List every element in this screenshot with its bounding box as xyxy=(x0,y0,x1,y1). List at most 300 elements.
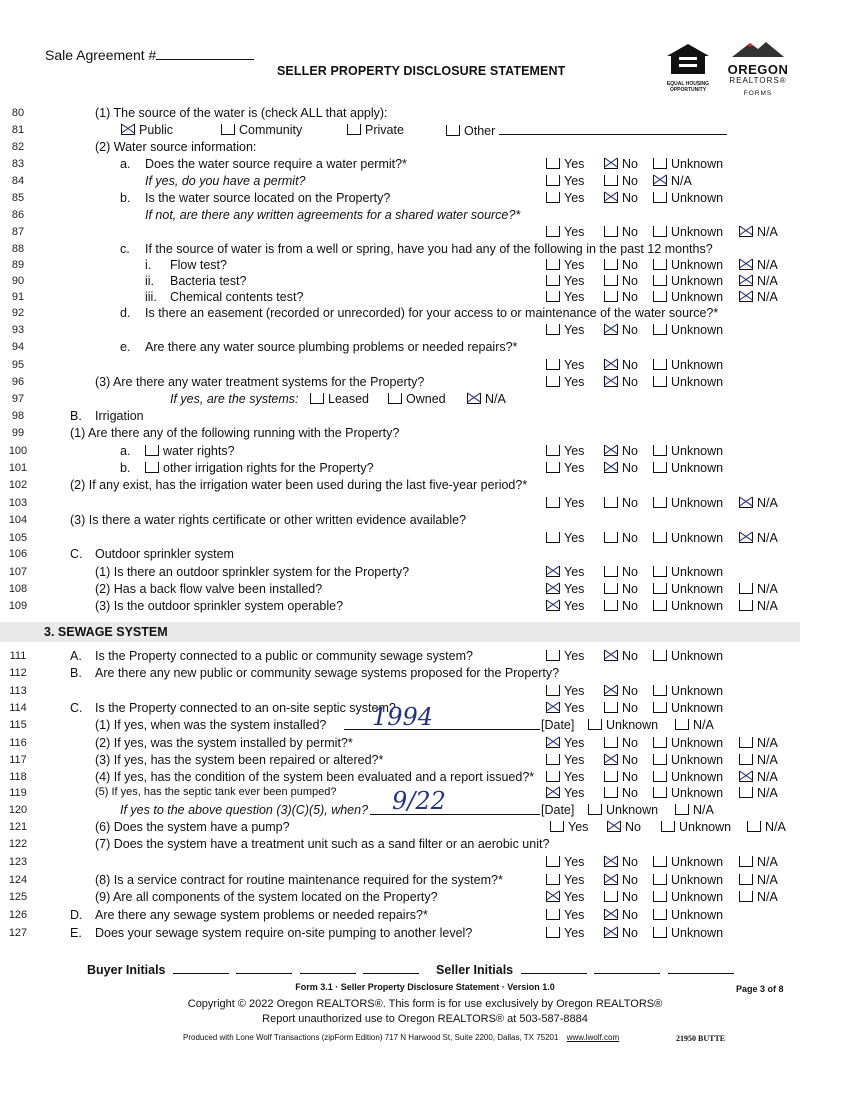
option-yes[interactable]: Yes xyxy=(546,890,584,904)
checkbox-private[interactable] xyxy=(347,124,361,135)
option-other[interactable]: Other xyxy=(446,123,727,138)
line-number: 104 xyxy=(8,514,28,526)
checkbox-no[interactable] xyxy=(604,226,618,237)
option-yes[interactable]: Yes xyxy=(546,375,584,389)
option-unknown[interactable]: Unknown xyxy=(653,701,723,715)
option-no[interactable]: No xyxy=(604,873,638,887)
option-yes[interactable]: Yes xyxy=(546,926,584,940)
form-name: Form 3.1 · Seller Property Disclosure Statement · Version 1.0 xyxy=(295,982,555,992)
checkbox-yes[interactable] xyxy=(546,771,560,782)
option-unknown[interactable]: Unknown xyxy=(653,290,723,304)
option-no[interactable]: No xyxy=(604,258,638,272)
checkbox-na[interactable] xyxy=(739,226,753,237)
option-unknown[interactable]: Unknown xyxy=(653,908,723,922)
option-no[interactable]: No xyxy=(604,323,638,337)
option-no[interactable]: No xyxy=(604,736,638,750)
option-unknown[interactable]: Unknown xyxy=(653,786,723,800)
equal-housing-icon xyxy=(665,42,711,76)
option-unknown[interactable]: Unknown xyxy=(588,803,658,817)
option-unknown[interactable]: Unknown xyxy=(653,444,723,458)
buyer-initials-field-2[interactable] xyxy=(236,962,292,974)
buyer-initials-field-3[interactable] xyxy=(300,962,356,974)
option-unknown[interactable]: Unknown xyxy=(653,157,723,171)
checkbox-yes[interactable] xyxy=(546,175,560,186)
option-yes[interactable]: Yes xyxy=(546,649,584,663)
option-no[interactable]: No xyxy=(604,496,638,510)
checkbox-no[interactable] xyxy=(604,445,618,456)
option-na[interactable]: N/A xyxy=(653,174,692,188)
checkbox-unknown[interactable] xyxy=(653,158,667,169)
option-unknown[interactable]: Unknown xyxy=(653,323,723,337)
line-number: 106 xyxy=(8,548,28,560)
option-yes[interactable]: Yes xyxy=(546,225,584,239)
checkbox-unknown[interactable] xyxy=(653,275,667,286)
checkbox-yes[interactable] xyxy=(546,685,560,696)
checkbox-no[interactable] xyxy=(604,927,618,938)
buyer-initials-field-4[interactable] xyxy=(363,962,419,974)
option-no[interactable]: No xyxy=(604,908,638,922)
checkbox-no[interactable] xyxy=(604,462,618,473)
option-no[interactable]: No xyxy=(604,599,638,613)
option-owned[interactable]: Owned xyxy=(388,392,446,406)
checkbox-owned[interactable] xyxy=(388,393,402,404)
checkbox-unknown[interactable] xyxy=(653,445,667,456)
checkbox-unknown[interactable] xyxy=(653,359,667,370)
checkbox-unknown[interactable] xyxy=(653,771,667,782)
option-unknown[interactable]: Unknown xyxy=(653,461,723,475)
row-101 xyxy=(0,461,850,478)
option-no[interactable]: No xyxy=(604,375,638,389)
option-yes[interactable]: Yes xyxy=(546,274,584,288)
checkbox-na[interactable] xyxy=(739,275,753,286)
line-number: 118 xyxy=(9,771,27,783)
checkbox-unknown[interactable] xyxy=(653,226,667,237)
checkbox-water-rights[interactable] xyxy=(145,445,159,456)
option-na[interactable]: N/A xyxy=(739,599,778,613)
checkbox-unknown[interactable] xyxy=(653,192,667,203)
option-yes[interactable]: Yes xyxy=(546,174,584,188)
option-no[interactable]: No xyxy=(607,820,641,834)
option-na[interactable]: N/A xyxy=(739,890,778,904)
checkbox-yes[interactable] xyxy=(546,359,560,370)
line-number: 84 xyxy=(11,175,25,187)
line-number: 126 xyxy=(8,909,28,921)
row-106 xyxy=(0,547,850,564)
option-no[interactable]: No xyxy=(604,191,638,205)
checkbox-yes[interactable] xyxy=(546,158,560,169)
section-title-sewage: 3. SEWAGE SYSTEM xyxy=(44,625,168,639)
item-letter: D. xyxy=(70,908,83,922)
option-no[interactable]: No xyxy=(604,444,638,458)
checkbox-no[interactable] xyxy=(604,158,618,169)
option-na[interactable]: N/A xyxy=(739,770,778,784)
checkbox-unknown[interactable] xyxy=(653,856,667,867)
checkbox-unknown[interactable] xyxy=(653,891,667,902)
option-unknown[interactable]: Unknown xyxy=(653,225,723,239)
checkbox-no[interactable] xyxy=(604,754,618,765)
checkbox-unknown[interactable] xyxy=(661,821,675,832)
checkbox-no[interactable] xyxy=(604,291,618,302)
checkbox-na[interactable] xyxy=(739,771,753,782)
checkbox-na[interactable] xyxy=(739,891,753,902)
checkbox-unknown[interactable] xyxy=(653,702,667,713)
option-unknown[interactable]: Unknown xyxy=(653,753,723,767)
option-no[interactable]: No xyxy=(604,684,638,698)
option-na[interactable]: N/A xyxy=(739,531,778,545)
option-public[interactable]: Public xyxy=(121,123,173,137)
checkbox-unknown[interactable] xyxy=(588,804,602,815)
option-unknown[interactable]: Unknown xyxy=(653,258,723,272)
line-number: 100 xyxy=(8,445,28,457)
checkbox-no[interactable] xyxy=(604,650,618,661)
option-yes[interactable]: Yes xyxy=(546,531,584,545)
line-number: 122 xyxy=(8,838,28,850)
checkbox-no[interactable] xyxy=(604,874,618,885)
option-unknown[interactable]: Unknown xyxy=(653,684,723,698)
checkbox-no[interactable] xyxy=(604,175,618,186)
option-no[interactable]: No xyxy=(604,649,638,663)
option-yes[interactable]: Yes xyxy=(546,496,584,510)
checkbox-yes[interactable] xyxy=(546,927,560,938)
option-no[interactable]: No xyxy=(604,926,638,940)
question-text: Are there any sewage system problems or needed repairs?* xyxy=(95,908,428,922)
checkbox-yes[interactable] xyxy=(546,566,560,577)
option-no[interactable]: No xyxy=(604,290,638,304)
option-no[interactable]: No xyxy=(604,274,638,288)
checkbox-na[interactable] xyxy=(467,393,481,404)
date-label: [Date] xyxy=(541,803,575,817)
subsection-heading: Irrigation xyxy=(95,409,144,423)
checkbox-no[interactable] xyxy=(604,737,618,748)
checkbox-public[interactable] xyxy=(121,124,135,135)
lwolf-link[interactable]: www.lwolf.com xyxy=(566,1033,620,1042)
option-unknown[interactable]: Unknown xyxy=(653,358,723,372)
checkbox-unknown[interactable] xyxy=(653,566,667,577)
option-unknown[interactable]: Unknown xyxy=(588,718,658,732)
checkbox-leased[interactable] xyxy=(310,393,324,404)
checkbox-unknown[interactable] xyxy=(653,787,667,798)
option-na[interactable]: N/A xyxy=(739,258,778,272)
option-no[interactable]: No xyxy=(604,770,638,784)
checkbox-na[interactable] xyxy=(739,259,753,270)
line-number: 121 xyxy=(8,821,28,833)
checkbox-yes[interactable] xyxy=(546,497,560,508)
seller-initials-field-2[interactable] xyxy=(594,962,660,974)
checkbox-unknown[interactable] xyxy=(653,874,667,885)
item-letter: C. xyxy=(70,701,83,715)
seller-initials-field-3[interactable] xyxy=(668,962,734,974)
checkbox-unknown[interactable] xyxy=(653,497,667,508)
checkbox-unknown[interactable] xyxy=(653,532,667,543)
row-92 xyxy=(0,306,850,323)
row-82 xyxy=(0,140,850,157)
produced-with: Produced with Lone Wolf Transactions (zipForm Edition) 717 N Harwood St, Suite 2200, Dallas, TX 75201 www.lwolf.com xyxy=(183,1033,620,1042)
option-unknown[interactable]: Unknown xyxy=(653,873,723,887)
row-94 xyxy=(0,340,850,357)
option-yes[interactable]: Yes xyxy=(546,157,584,171)
checkbox-yes[interactable] xyxy=(546,324,560,335)
option-na[interactable]: N/A xyxy=(739,225,778,239)
option-unknown[interactable]: Unknown xyxy=(653,375,723,389)
checkbox-yes[interactable] xyxy=(546,445,560,456)
line-number: 102 xyxy=(8,479,28,491)
option-yes[interactable]: Yes xyxy=(546,753,584,767)
option-no[interactable]: No xyxy=(604,531,638,545)
checkbox-no[interactable] xyxy=(604,259,618,270)
question-text: Are there any water source plumbing problems or needed repairs?* xyxy=(145,340,518,354)
option-unknown[interactable]: Unknown xyxy=(653,926,723,940)
checkbox-na[interactable] xyxy=(739,754,753,765)
checkbox-unknown[interactable] xyxy=(653,737,667,748)
checkbox-na[interactable] xyxy=(739,291,753,302)
checkbox-no[interactable] xyxy=(604,771,618,782)
line-number: 116 xyxy=(9,737,27,749)
option-no[interactable]: No xyxy=(604,174,638,188)
option-unknown[interactable]: Unknown xyxy=(653,599,723,613)
item-letter: B. xyxy=(70,666,82,680)
row-112 xyxy=(0,666,850,683)
checkbox-yes[interactable] xyxy=(546,737,560,748)
checkbox-no[interactable] xyxy=(604,909,618,920)
checkbox-no[interactable] xyxy=(607,821,621,832)
checkbox-no[interactable] xyxy=(604,685,618,696)
checkbox-yes[interactable] xyxy=(546,462,560,473)
option-unknown[interactable]: Unknown xyxy=(661,820,731,834)
checkbox-na[interactable] xyxy=(739,787,753,798)
checkbox-unknown[interactable] xyxy=(653,909,667,920)
option-no[interactable]: No xyxy=(604,890,638,904)
checkbox-irrigation-rights[interactable] xyxy=(145,462,159,473)
checkbox-unknown[interactable] xyxy=(653,927,667,938)
checkbox-yes[interactable] xyxy=(546,192,560,203)
option-unknown[interactable]: Unknown xyxy=(653,770,723,784)
question-text: If yes, are the systems: xyxy=(170,392,299,406)
option-yes[interactable]: Yes xyxy=(546,444,584,458)
checkbox-na[interactable] xyxy=(675,719,689,730)
option-yes[interactable]: Yes xyxy=(546,786,584,800)
option-yes[interactable]: Yes xyxy=(550,820,588,834)
seller-initials-field-1[interactable] xyxy=(521,962,587,974)
question-text: (1) Are there any of the following running with the Property? xyxy=(70,426,400,440)
checkbox-community[interactable] xyxy=(221,124,235,135)
option-na[interactable]: N/A xyxy=(739,736,778,750)
checkbox-yes[interactable] xyxy=(546,650,560,661)
option-no[interactable]: No xyxy=(604,753,638,767)
option-yes[interactable]: Yes xyxy=(546,736,584,750)
question-text: (3) If yes, has the system been repaired or altered?* xyxy=(95,753,384,767)
checkbox-na[interactable] xyxy=(739,497,753,508)
option-no[interactable]: No xyxy=(604,855,638,869)
checkbox-na[interactable] xyxy=(653,175,667,186)
option-yes[interactable]: Yes xyxy=(546,908,584,922)
option-yes[interactable]: Yes xyxy=(546,191,584,205)
checkbox-unknown[interactable] xyxy=(653,291,667,302)
option-na[interactable]: N/A xyxy=(739,496,778,510)
option-na[interactable]: N/A xyxy=(739,274,778,288)
option-unknown[interactable]: Unknown xyxy=(653,531,723,545)
checkbox-no[interactable] xyxy=(604,600,618,611)
option-yes[interactable]: Yes xyxy=(546,855,584,869)
row-127 xyxy=(0,926,850,943)
checkbox-na[interactable] xyxy=(739,583,753,594)
option-na[interactable]: N/A xyxy=(739,786,778,800)
option-no[interactable]: No xyxy=(604,358,638,372)
item-letter: c. xyxy=(120,242,130,256)
option-no[interactable]: No xyxy=(604,157,638,171)
option-leased[interactable]: Leased xyxy=(310,392,369,406)
option-no[interactable]: No xyxy=(604,786,638,800)
checkbox-no[interactable] xyxy=(604,324,618,335)
line-number: 125 xyxy=(8,891,28,903)
checkbox-unknown[interactable] xyxy=(653,324,667,335)
line-number: 91 xyxy=(11,291,25,303)
checkbox-na[interactable] xyxy=(739,600,753,611)
checkbox-unknown[interactable] xyxy=(653,462,667,473)
checkbox-yes[interactable] xyxy=(546,909,560,920)
option-no[interactable]: No xyxy=(604,701,638,715)
checkbox-no[interactable] xyxy=(604,376,618,387)
checkbox-yes[interactable] xyxy=(546,787,560,798)
option-na[interactable]: N/A xyxy=(739,855,778,869)
option-no[interactable]: No xyxy=(604,565,638,579)
option-na[interactable]: N/A xyxy=(739,582,778,596)
checkbox-yes[interactable] xyxy=(550,821,564,832)
option-na[interactable]: N/A xyxy=(739,753,778,767)
checkbox-no[interactable] xyxy=(604,856,618,867)
item-letter: C. xyxy=(70,547,83,561)
other-field[interactable] xyxy=(499,123,727,135)
line-number: 99 xyxy=(11,427,25,439)
checkbox-yes[interactable] xyxy=(546,259,560,270)
checkbox-no[interactable] xyxy=(604,583,618,594)
item-letter: a. xyxy=(120,157,131,171)
checkbox-yes[interactable] xyxy=(546,600,560,611)
option-yes[interactable]: Yes xyxy=(546,701,584,715)
checkbox-yes[interactable] xyxy=(546,291,560,302)
checkbox-na[interactable] xyxy=(739,874,753,885)
option-unknown[interactable]: Unknown xyxy=(653,582,723,596)
checkbox-na[interactable] xyxy=(739,856,753,867)
checkbox-unknown[interactable] xyxy=(653,650,667,661)
option-yes[interactable]: Yes xyxy=(546,323,584,337)
option-yes[interactable]: Yes xyxy=(546,358,584,372)
option-no[interactable]: No xyxy=(604,582,638,596)
checkbox-unknown[interactable] xyxy=(588,719,602,730)
checkbox-yes[interactable] xyxy=(546,891,560,902)
checkbox-yes[interactable] xyxy=(546,754,560,765)
checkbox-na[interactable] xyxy=(739,532,753,543)
line-number: 86 xyxy=(11,209,25,221)
checkbox-other[interactable] xyxy=(446,125,460,136)
option-yes[interactable]: Yes xyxy=(546,582,584,596)
option-unknown[interactable]: Unknown xyxy=(653,649,723,663)
buyer-initials-field-1[interactable] xyxy=(173,962,229,974)
option-water-rights[interactable]: water rights? xyxy=(145,444,235,458)
checkbox-no[interactable] xyxy=(604,192,618,203)
checkbox-yes[interactable] xyxy=(546,583,560,594)
option-na[interactable]: N/A xyxy=(739,873,778,887)
option-private[interactable]: Private xyxy=(347,123,404,137)
option-unknown[interactable]: Unknown xyxy=(653,736,723,750)
option-yes[interactable]: Yes xyxy=(546,565,584,579)
checkbox-na[interactable] xyxy=(675,804,689,815)
option-yes[interactable]: Yes xyxy=(546,684,584,698)
checkbox-unknown[interactable] xyxy=(653,583,667,594)
option-yes[interactable]: Yes xyxy=(546,873,584,887)
question-text: Bacteria test? xyxy=(170,274,247,288)
checkbox-unknown[interactable] xyxy=(653,376,667,387)
option-na[interactable]: N/A xyxy=(675,718,714,732)
checkbox-yes[interactable] xyxy=(546,856,560,867)
option-yes[interactable]: Yes xyxy=(546,290,584,304)
checkbox-no[interactable] xyxy=(604,891,618,902)
option-no[interactable]: No xyxy=(604,461,638,475)
checkbox-yes[interactable] xyxy=(546,275,560,286)
option-yes[interactable]: Yes xyxy=(546,770,584,784)
option-na[interactable]: N/A xyxy=(739,290,778,304)
row-95 xyxy=(0,358,850,375)
row-88 xyxy=(0,242,850,259)
question-text: (3) Is there a water rights certificate or other written evidence available? xyxy=(70,513,467,527)
checkbox-no[interactable] xyxy=(604,566,618,577)
line-number: 98 xyxy=(11,410,25,422)
option-unknown[interactable]: Unknown xyxy=(653,496,723,510)
option-unknown[interactable]: Unknown xyxy=(653,565,723,579)
option-no[interactable]: No xyxy=(604,225,638,239)
line-number: 93 xyxy=(11,324,25,336)
option-unknown[interactable]: Unknown xyxy=(653,855,723,869)
checkbox-unknown[interactable] xyxy=(653,754,667,765)
checkbox-unknown[interactable] xyxy=(653,600,667,611)
checkbox-no[interactable] xyxy=(604,275,618,286)
question-text: (2) If yes, was the system installed by permit?* xyxy=(95,736,353,750)
seller-initials: Seller Initials xyxy=(436,962,734,977)
option-unknown[interactable]: Unknown xyxy=(653,274,723,288)
option-na[interactable]: N/A xyxy=(747,820,786,834)
option-irrigation-rights[interactable]: other irrigation rights for the Property? xyxy=(145,461,374,475)
checkbox-yes[interactable] xyxy=(546,702,560,713)
option-yes[interactable]: Yes xyxy=(546,599,584,613)
checkbox-na[interactable] xyxy=(747,821,761,832)
checkbox-yes[interactable] xyxy=(546,874,560,885)
row-123 xyxy=(0,855,850,872)
row-122 xyxy=(0,837,850,854)
checkbox-unknown[interactable] xyxy=(653,259,667,270)
checkbox-yes[interactable] xyxy=(546,532,560,543)
checkbox-no[interactable] xyxy=(604,532,618,543)
checkbox-no[interactable] xyxy=(604,497,618,508)
checkbox-yes[interactable] xyxy=(546,376,560,387)
option-unknown[interactable]: Unknown xyxy=(653,191,723,205)
checkbox-na[interactable] xyxy=(739,737,753,748)
option-na[interactable]: N/A xyxy=(467,392,506,406)
option-yes[interactable]: Yes xyxy=(546,258,584,272)
sale-agreement-field[interactable] xyxy=(156,47,254,60)
question-text: Chemical contents test? xyxy=(170,290,304,304)
option-community[interactable]: Community xyxy=(221,123,302,137)
checkbox-no[interactable] xyxy=(604,359,618,370)
checkbox-yes[interactable] xyxy=(546,226,560,237)
row-97 xyxy=(0,392,850,409)
option-yes[interactable]: Yes xyxy=(546,461,584,475)
checkbox-no[interactable] xyxy=(604,787,618,798)
checkbox-unknown[interactable] xyxy=(653,685,667,696)
checkbox-no[interactable] xyxy=(604,702,618,713)
buyer-initials: Buyer Initials xyxy=(87,962,419,977)
option-unknown[interactable]: Unknown xyxy=(653,890,723,904)
option-na[interactable]: N/A xyxy=(675,803,714,817)
subsection-heading: Outdoor sprinkler system xyxy=(95,547,234,561)
